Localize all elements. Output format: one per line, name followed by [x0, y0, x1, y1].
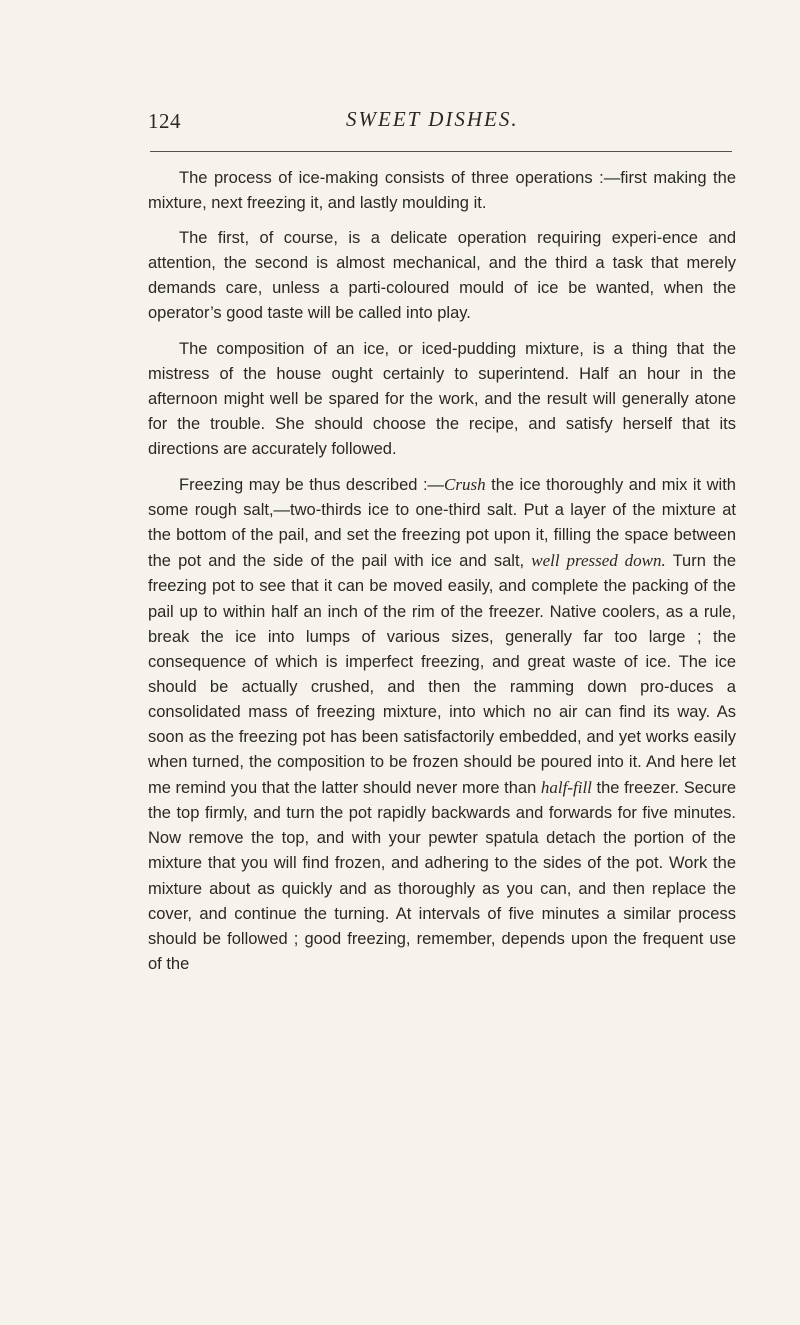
text-segment: Turn the freezing pot to see that it can be moved easily, and complete the packing of the pail up to within half an inch of the rim of the freezer. Native coolers, as a rule, break the ice into lumps of various sizes, generally far too large ; the consequence of which is imperfect freezing, and great waste of ice. The ice should be actually crushed, and then the ramming down pro-duces a consolidated mass of freezing mixture, into which no air can find its way. As soon as the freezing pot has been satisfactorily embedded, and yet works easily when turned, the composition to be frozen should be poured into it. And here let me remind you that the latter should never more than [148, 552, 737, 798]
paragraph [148, 226, 736, 326]
text-segment: the ice thoroughly and mix it with some rough salt,—two-thirds ice to one-third salt. Put a layer of the mixture at the bottom of the pail, and set the freezing pot upon it, filling the space between the pot and the side of the pail with ice and salt, [148, 476, 736, 571]
italic-text-segment: Crush [444, 475, 486, 495]
body-text [148, 166, 736, 987]
text-segment: Freezing may be thus described :— [179, 476, 445, 495]
paragraph [148, 337, 736, 462]
text-segment: The first, of course, is a delicate operation requiring experi-ence and attention, the second is almost mechanical, and the third a task that merely demands care, unless a parti-coloured mould of ice be wanted, when the operator’s good taste will be called into play. [148, 229, 736, 323]
page-header [0, 96, 800, 136]
running-head: SWEET DISHES. [346, 107, 519, 131]
text-segment: The process of ice-making consists of three operations :—first making the mixture, next freezing it, and lastly moulding it. [148, 169, 736, 213]
text-segment: the freezer. Secure the top firmly, and turn the pot rapidly backwards and forwards for five minutes. Now remove the top, and with your pewter spatula detach the portion of the mixture that you will find frozen, and adhering to the sides of the pot. Work the mixture about as quickly and as thoroughly as you can, and then replace the cover, and continue the turning. At intervals of five minutes a similar process should be followed ; good freezing, remember, depends upon the frequent use of the [148, 779, 737, 973]
page-number: 124 [148, 109, 181, 133]
paragraph [148, 472, 736, 977]
italic-text-segment: half-fill [540, 778, 592, 798]
paragraph [148, 166, 736, 216]
italic-text-segment: well pressed down. [531, 551, 666, 571]
header-rule [150, 151, 732, 152]
text-segment: The composition of an ice, or iced-pudding mixture, is a thing that the mistress of the house ought certainly to superintend. Half an hour in the afternoon might well be spared for the work, and the result will generally atone for the trouble. She should choose the recipe, and satisfy herself that its directions are accurately followed. [148, 339, 736, 458]
